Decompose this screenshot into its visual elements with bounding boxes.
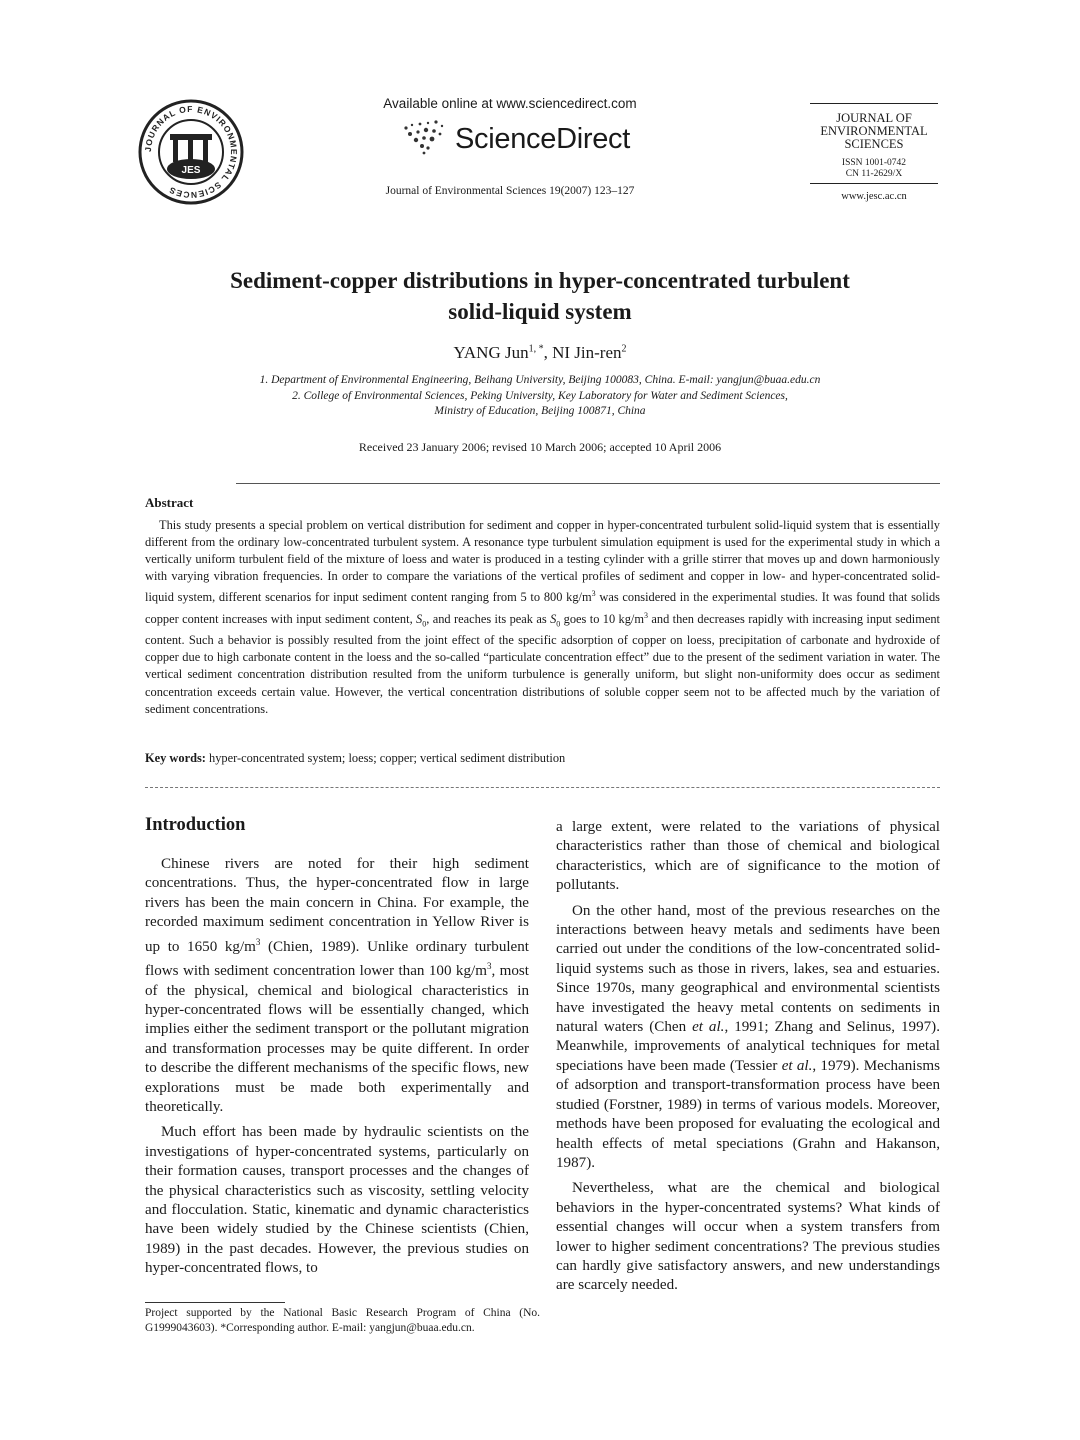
abstract-segment: , and reaches its peak as xyxy=(426,611,551,626)
text-segment: Chinese rivers are noted for their high sediment concentrations. Thus, the hyper-concentrated flow in large rivers has been the main concern in China. For example, the recorded maximum sediment concentration in Yellow River is up to 1650 kg/m xyxy=(145,856,529,955)
text-segment: , 1991; Zhang and Selinus, 1997). Meanwhile, improvements of analytical techniques for metal speciations have been made (Tessier xyxy=(556,1019,940,1074)
affiliation-line: 1. Department of Environmental Engineering, Beihang University, Beijing 100083, China. E-mail: yangjun@buaa.edu.cn xyxy=(259,374,821,386)
paragraph xyxy=(556,902,940,1174)
journal-cn: CN 11-2629/X xyxy=(845,169,903,179)
italic-text: et al. xyxy=(692,1019,725,1036)
journal-logo xyxy=(137,98,245,206)
svg-text:JOURNAL OF ENVIRONMENTAL SCIEN: JOURNAL OF ENVIRONMENTAL SCIENCES xyxy=(142,103,240,201)
author-name: NI Jin-ren xyxy=(552,343,622,362)
symbol: S xyxy=(416,611,423,626)
journal-issn: ISSN 1001-0742 xyxy=(841,158,907,168)
italic-text: et al. xyxy=(781,1057,813,1074)
superscript: 3 xyxy=(255,936,261,947)
journal-name-line3: SCIENCES xyxy=(844,137,904,151)
keywords xyxy=(145,751,940,766)
available-online-text: Available online at www.sciencedirect.com xyxy=(383,96,637,111)
text-segment: , 1979). Mechanisms of adsorption and transport-transformation process have been studied (Forstner, 1989) in terms of various models. Moreover, methods have been proposed for evaluating the ecological and health effects of metal speciations (Grahn and Hakanson, 1987). xyxy=(556,1057,940,1171)
abstract-segment: This study presents a special problem on vertical distribution for sediment and copper in hyper-concentrated turbulent solid-liquid system that is essentially different from the ordinary low-concentrated turbulent system. A resonance type turbulent simulation equipment is used for the experimental study in which a vertically uniform turbulent field of the mixture of loess and water is produced in a testing cylinder with a grille stirrer that moves up and down harmoniously with varying vibration frequencies. In order to compare the variations of the vertical profiles of sediment and copper in low- and hyper-concentrated solid-liquid system, different scenarios for input sediment content ranging from 5 to 800 kg/m xyxy=(145,518,940,605)
journal-name-line1: JOURNAL OF xyxy=(836,111,912,125)
section-heading-introduction: Introduction xyxy=(145,815,246,835)
footnote-divider xyxy=(145,1302,285,1303)
subscript: 0 xyxy=(422,619,427,629)
sciencedirect-brand: ScienceDirect xyxy=(455,123,630,155)
paragraph: Much effort has been made by hydraulic scientists on the investigations of hyper-concentrated systems, particularly on their formation causes, transport processes and the changes of the physical characteristics such as viscosity, settling velocity and flocculation. Static, kinematic and dynamic characteristics have been widely studied by the Chinese scientists (Chien, 1989) in the past decades. However, the previous studies on hyper-concentrated flows, to xyxy=(145,1124,529,1277)
article-title xyxy=(140,265,940,327)
author-name: YANG Jun xyxy=(453,343,529,362)
journal-website: www.jesc.ac.cn xyxy=(841,191,907,202)
affiliation-line: Ministry of Education, Beijing 100871, China xyxy=(434,405,646,417)
text-segment: (Chien, 1989). Unlike ordinary turbulent flows with sediment concentration lower than 100 kg/m xyxy=(145,938,529,980)
superscript: 3 xyxy=(486,961,492,972)
superscript: 3 xyxy=(644,610,649,620)
author-superscript: 1, * xyxy=(528,343,544,355)
footnote: Project supported by the National Basic Research Program of China (No. G1999043603). *Corresponding author. E-mail: yangjun@buaa.edu.cn. xyxy=(145,1307,540,1334)
journal-box xyxy=(810,103,938,203)
superscript: 3 xyxy=(591,589,596,599)
abstract-segment: goes to 10 kg/m xyxy=(560,611,645,626)
abstract-text xyxy=(145,517,940,718)
divider xyxy=(236,483,940,484)
journal-citation: Journal of Environmental Sciences 19(2007) 123–127 xyxy=(385,185,635,197)
symbol: S xyxy=(550,611,557,626)
abstract-segment: was considered in the experimental studies. It was found that solids copper content increases with input sediment content, xyxy=(145,590,940,626)
author-list xyxy=(140,343,940,363)
affiliation-line: 2. College of Environmental Sciences, Peking University, Key Laboratory for Water and Sediment Sciences, xyxy=(292,389,788,402)
abstract-segment: and then decreases rapidly with increasing input sediment content. Such a behavior is possibly resulted from the joint effect of the specific adsorption of copper on loess, precipitation of carbonate and hydroxide of copper due to high carbonate content in the loess and the so-called “particulate concentration effect” due to the present of the sediment variation in water. The vertical sediment concentration distribution resulted from the uniform turbulence is generally uniform, but slight non-uniformity does occur as sediment concentration exceeds certain value. However, the vertical concentration distributions of soluble copper seem not to be affected much by the variation of sediment concentrations. xyxy=(145,611,940,716)
received-dates: Received 23 January 2006; revised 10 March 2006; accepted 10 April 2006 xyxy=(358,440,722,454)
article-title-line2: solid-liquid system xyxy=(448,299,632,324)
article-title-line1: Sediment-copper distributions in hyper-concentrated turbulent xyxy=(230,268,850,293)
sciencedirect-dots-icon xyxy=(398,118,458,158)
author-superscript: 2 xyxy=(621,343,627,355)
paragraph: a large extent, were related to the variations of physical characteristics rather than those of chemical and biological characteristics, which are of significance to the motion of pollutants. xyxy=(556,819,940,894)
keywords-label: Key words: xyxy=(145,751,206,765)
keywords-list: hyper-concentrated system; loess; copper; vertical sediment distribution xyxy=(205,751,566,765)
author-separator: , xyxy=(543,343,553,362)
svg-text:JES: JES xyxy=(181,165,201,176)
text-segment: On the other hand, most of the previous researches on the interactions between heavy metals and sediments have been carried out under the conditions of the low-concentrated solid-liquid systems such as those in rivers, lakes, sea and estuaries. Since 1970s, many geographical and environmental scientists have investigated the heavy metal contents on sediments in natural waters (Chen xyxy=(556,902,940,1036)
paragraph: Nevertheless, what are the chemical and biological behaviors in the hyper-concentrated systems? What kinds of essential changes will occur when a system transfers from lower to higher sediment concentrations? The previous studies can hardly give satisfactory answers, and new understandings are scarcely needed. xyxy=(556,1180,940,1294)
journal-name-line2: ENVIRONMENTAL xyxy=(820,124,928,138)
right-column xyxy=(556,818,940,1296)
text-segment: , most of the physical, chemical and biological characteristics in hyper-concentrated flows will be essentially changed, which implies either the sediment transport or the pollutant migration and transformation processes may be quite different. In order to describe the different mechanisms of the specific flows, new explorations must be made both experimentally and theoretically. xyxy=(145,963,529,1115)
left-column xyxy=(145,855,529,1279)
affiliations xyxy=(140,373,940,420)
paragraph xyxy=(145,855,529,1117)
jes-seal-icon xyxy=(137,98,245,206)
divider xyxy=(145,787,940,788)
abstract-heading: Abstract xyxy=(145,495,194,510)
subscript: 0 xyxy=(556,619,561,629)
